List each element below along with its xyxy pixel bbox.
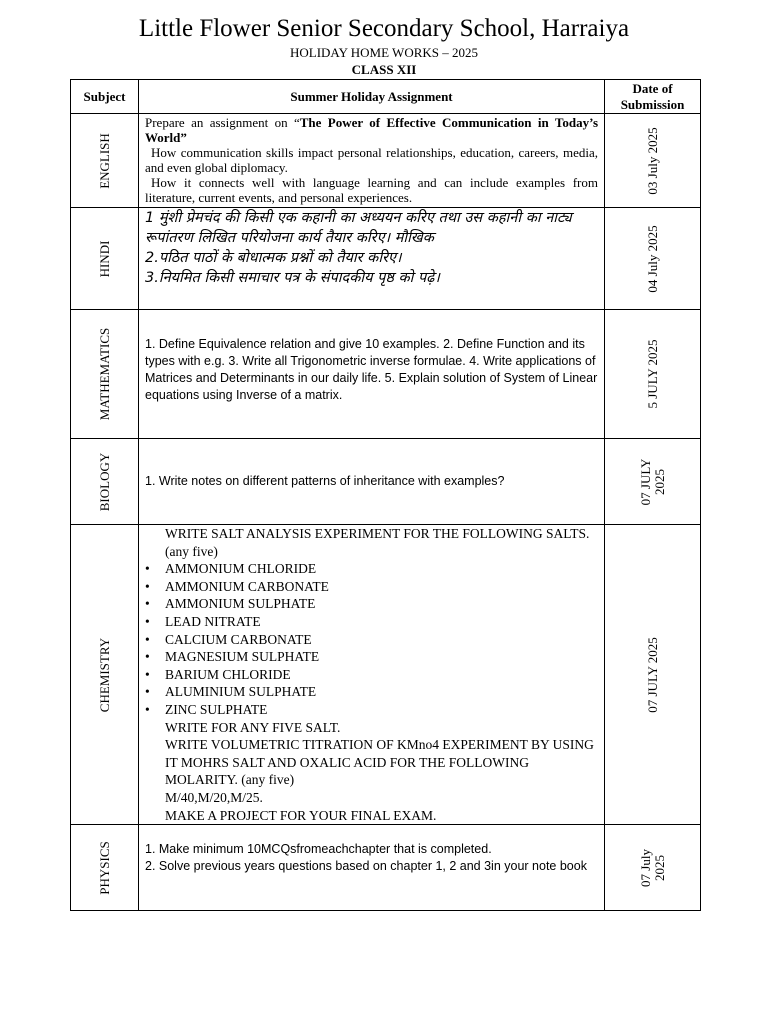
assignment-cell	[139, 114, 605, 208]
school-name: Little Flower Senior Secondary School, Harraiya	[138, 15, 630, 42]
table-row-english	[71, 114, 701, 208]
english-intro: Prepare an assignment on “The Power of Effective Communication in Today’s World”	[145, 115, 599, 145]
biology-text: 1. Write notes on different patterns of inheritance with examples?	[145, 474, 505, 488]
assignment-table	[70, 79, 701, 911]
date-chemistry: 07 JULY 2025	[644, 636, 660, 713]
subject-mathematics: MATHEMATICS	[96, 327, 112, 421]
chemistry-instruction-2: WRITE VOLUMETRIC TITRATION OF KMno4 EXPERIMENT BY USING IT MOHRS SALT AND OXALIC ACID FOR THE FOLLOWING MOLARITY. (any five)	[165, 737, 594, 788]
english-topic: The Power of Effective Communication in Today’s World”	[145, 115, 599, 145]
assignment-cell	[139, 208, 605, 310]
chemistry-intro: WRITE SALT ANALYSIS EXPERIMENT FOR THE FOLLOWING SALTS. (any five)	[165, 526, 590, 559]
date-cell	[605, 208, 701, 310]
date-cell	[605, 825, 701, 911]
date-mathematics: 5 JULY 2025	[644, 339, 660, 409]
list-item: • MAGNESIUM SULPHATE	[145, 648, 598, 666]
table-row-mathematics	[71, 310, 701, 439]
date-biology: 07 JULY 2025	[637, 458, 667, 505]
subject-cell	[71, 825, 139, 911]
chemistry-instruction-3: MAKE A PROJECT FOR YOUR FINAL EXAM.	[165, 807, 437, 823]
subject-cell	[71, 439, 139, 525]
subject-cell	[71, 114, 139, 208]
table-row-hindi	[71, 208, 701, 310]
subject-cell	[71, 525, 139, 825]
date-english: 03 July 2025	[644, 126, 660, 195]
date-physics: 07 July 2025	[637, 848, 667, 887]
chemistry-molarity: M/40,M/20,M/25.	[165, 789, 263, 805]
table-row-physics	[71, 825, 701, 911]
chemistry-instruction-1: WRITE FOR ANY FIVE SALT.	[165, 719, 341, 735]
document-subtitle: HOLIDAY HOME WORKS – 2025	[289, 45, 479, 60]
date-hindi: 04 July 2025	[644, 224, 660, 293]
subject-cell	[71, 208, 139, 310]
assignment-cell	[139, 825, 605, 911]
list-item: • LEAD NITRATE	[145, 613, 598, 631]
subject-cell	[71, 310, 139, 439]
table-header-row	[71, 80, 701, 114]
date-cell	[605, 310, 701, 439]
subject-hindi: HINDI	[96, 240, 112, 277]
hindi-point-2: 2.पठित पाठों के बोधात्मक प्रश्नों को तैयार करिए।	[145, 250, 402, 266]
list-item: • AMMONIUM CHLORIDE	[145, 560, 598, 578]
table-row-chemistry	[71, 525, 701, 825]
assignment-cell	[139, 525, 605, 825]
hindi-point-1: 1 मुंशी प्रेमचंद की किसी एक कहानी का अध्ययन करिए तथा उस कहानी का नाट्य रूपांतरण लिखित परियोजना कार्य तैयार करिए। मौखिक	[145, 210, 572, 246]
subject-chemistry: CHEMISTRY	[96, 637, 112, 712]
table-row-biology	[71, 439, 701, 525]
list-item: • AMMONIUM CARBONATE	[145, 578, 598, 596]
physics-point-1: 1. Make minimum 10MCQsfromeachchapter that is completed.	[145, 842, 492, 857]
english-point-1: How communication skills impact personal relationships, education, careers, media, and even global diplomacy.	[145, 145, 598, 175]
english-point-2: How it connects well with language learning and can include examples from literature, current events, and personal experiences.	[145, 175, 598, 205]
column-header-date: Date of Submission	[605, 80, 701, 114]
column-header-assignment: Summer Holiday Assignment	[139, 80, 605, 114]
physics-point-2: 2. Solve previous years questions based on chapter 1, 2 and 3in your note book	[145, 859, 587, 874]
column-header-subject: Subject	[71, 80, 139, 114]
hindi-point-3: 3.नियमित किसी समाचार पत्र के संपादकीय पृष्ठ को पढ़े।	[145, 270, 440, 286]
list-item: • BARIUM CHLORIDE	[145, 666, 598, 684]
list-item: • CALCIUM CARBONATE	[145, 631, 598, 649]
list-item: • ZINC SULPHATE	[145, 701, 598, 719]
assignment-cell	[139, 439, 605, 525]
date-cell	[605, 525, 701, 825]
mathematics-text: 1. Define Equivalence relation and give 10 examples. 2. Define Function and its types with e.g. 3. Write all Trigonometric inverse formulae. 4. Write applications of Matrices and Determinants in our daily life. 5. Explain solution of System of Linear equations using Inverse of a matrix.	[145, 337, 598, 402]
class-label: CLASS XII	[351, 62, 417, 77]
salt-list	[139, 560, 598, 718]
subject-physics: PHYSICS	[96, 840, 112, 895]
date-cell	[605, 439, 701, 525]
list-item: • ALUMINIUM SULPHATE	[145, 683, 598, 701]
subject-biology: BIOLOGY	[96, 452, 112, 511]
assignment-cell	[139, 310, 605, 439]
date-cell	[605, 114, 701, 208]
list-item: • AMMONIUM SULPHATE	[145, 595, 598, 613]
subject-english: ENGLISH	[96, 132, 112, 189]
